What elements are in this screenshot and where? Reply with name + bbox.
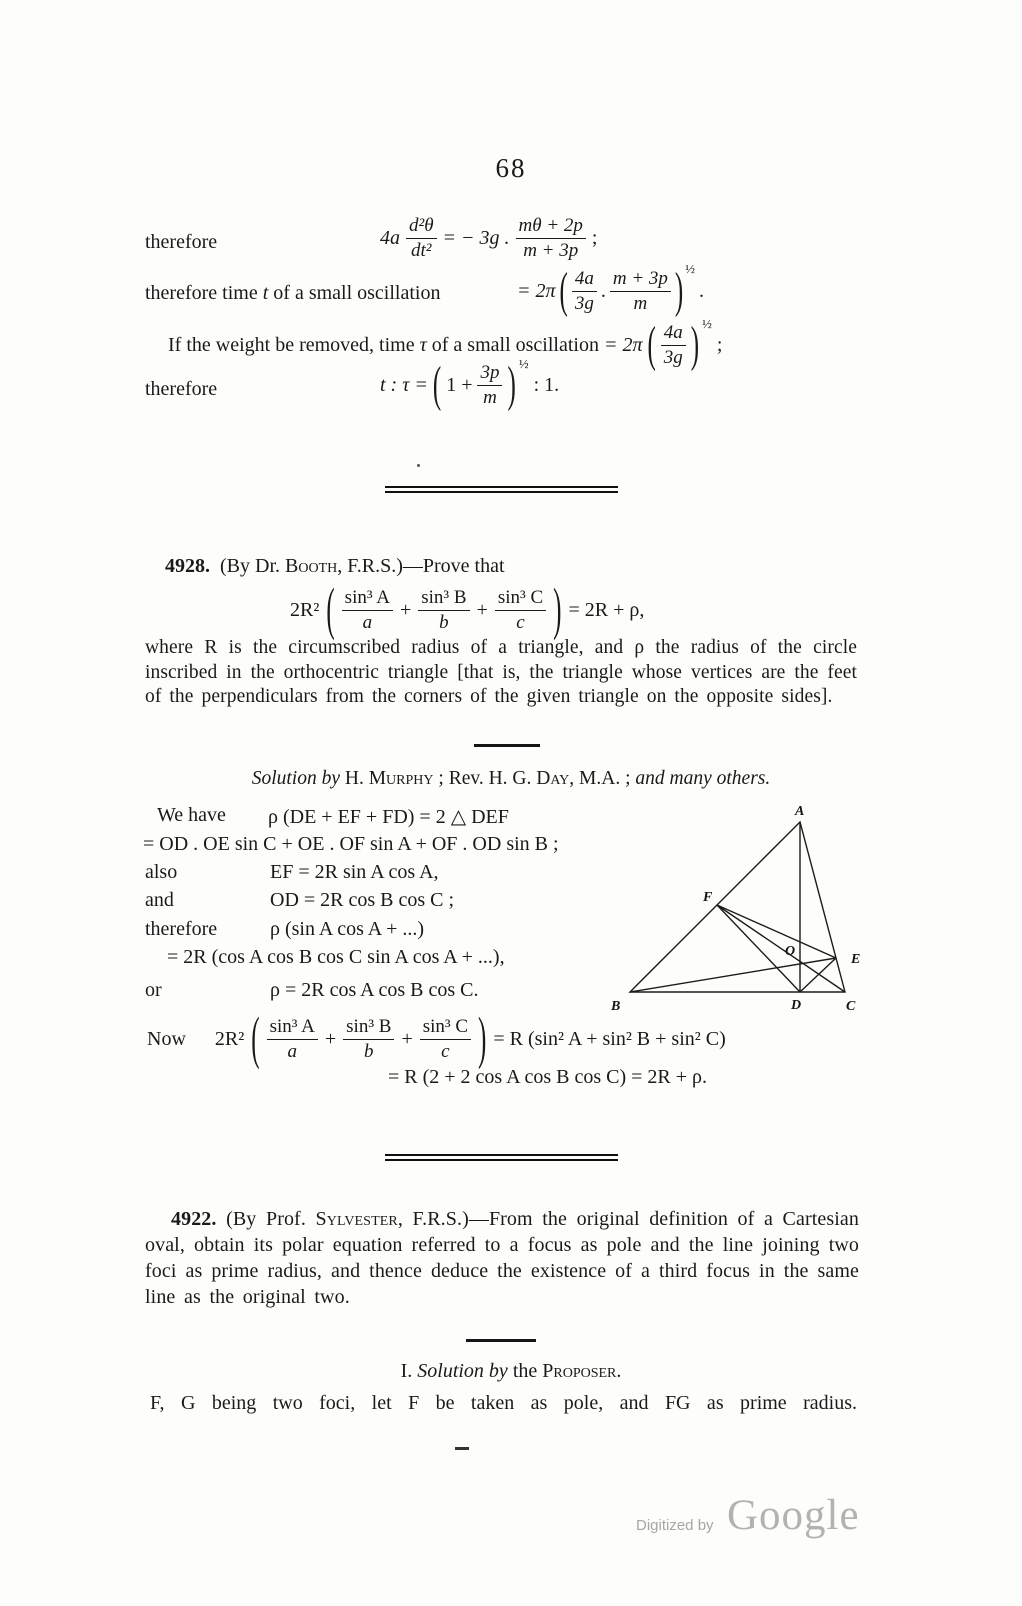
eq2-exponent: ½: [685, 261, 695, 276]
left-paren: (: [251, 1007, 260, 1071]
solution-separator-rule: [466, 1339, 536, 1342]
plus: +: [324, 1027, 337, 1050]
therefore-label-2: therefore: [145, 378, 218, 400]
eq3-end: ;: [716, 333, 723, 356]
eq1-derivative-fraction: $\frac{\text{d²θ}}{\text{dt²}}$: [406, 214, 437, 262]
solution-separator-rule: [474, 744, 540, 747]
vertex-label-B: B: [611, 999, 621, 1014]
plus: +: [401, 1027, 413, 1050]
left-paren: (: [326, 578, 335, 642]
fraction-sinB: $\frac{\text{sin³ B}}{b}$: [343, 1015, 394, 1063]
problem-4928-body: where R is the circumscribed radius of a triangle, and ρ the radius of the circle inscribed in the orthocentric triangle [that is, the triangle whose vertices are the feet of the perpendiculars from the corners of the given triangle on the opposite sides].: [145, 637, 857, 707]
solution-line-1: ρ (DE + EF + FD) = 2 △ DEF: [268, 806, 509, 828]
orthocentric-triangle-figure: [605, 795, 870, 1017]
now-rhs: = R (sin² A + sin² B + sin² C): [493, 1027, 726, 1050]
eq1-mid: = − 3g .: [442, 226, 510, 249]
foot-label-E: E: [851, 952, 861, 967]
eq2-end: .: [698, 279, 704, 302]
solution-attribution: Solution by H. Murphy ; Rev. H. G. Day, M.A. ; and many others.: [251, 768, 771, 789]
right-paren: ): [553, 578, 562, 642]
section-divider: [385, 486, 618, 493]
therefore-label-3: therefore: [145, 918, 218, 940]
orthocenter-label-O: O: [785, 944, 796, 959]
triangle-ABC: [630, 822, 845, 992]
eq-lhs: 2R²: [290, 598, 320, 621]
left-paren: (: [432, 358, 442, 412]
eq2-lhs: = 2π: [517, 279, 556, 302]
row3-tau: τ: [419, 333, 427, 356]
eq-rhs: = 2R + ρ,: [568, 598, 645, 621]
solution-line-6: = 2R (cos A cos B cos C sin A cos A + ...),: [167, 946, 505, 968]
eq1-end: ;: [591, 226, 598, 249]
right-paren: ): [478, 1007, 487, 1071]
solution-line-7: ρ = 2R cos A cos B cos C.: [270, 979, 479, 1001]
now-equation: [147, 1007, 726, 1071]
scan-speck: [417, 464, 420, 467]
scan-dash: [455, 1447, 469, 1450]
eq3-fraction: 4a 3g: [661, 321, 686, 369]
solution-line-3: EF = 2R sin A cos A,: [270, 861, 439, 883]
right-paren: ): [674, 264, 684, 318]
fraction-sinB: $\frac{\text{sin³ B}}{b}$: [418, 586, 469, 634]
eq2-fraction-1: 4a 3g: [572, 267, 597, 315]
plus: +: [476, 598, 488, 621]
solution-line-5: ρ (sin A cos A + ...): [270, 918, 425, 940]
solver-name: H. Murphy: [344, 768, 434, 789]
problem-4928-heading: 4928. (By Dr. Booth, F.R.S.)—Prove that: [165, 555, 505, 577]
left-paren: (: [647, 318, 656, 372]
eq1-coef: 4a: [380, 226, 400, 249]
eq4-fraction: $\frac{3p}{m}$: [477, 361, 502, 409]
right-paren: ): [690, 318, 700, 372]
left-paren: (: [559, 264, 568, 318]
foot-label-F: F: [703, 890, 713, 905]
page-number: 68: [495, 153, 527, 183]
foot-label-D: D: [791, 998, 802, 1013]
final-equation-line: = R (2 + 2 cos A cos B cos C) = 2R + ρ.: [388, 1066, 707, 1088]
eq3-lhs: = 2π: [603, 333, 643, 356]
or-label: or: [145, 979, 162, 1001]
proposer-name: Proposer.: [542, 1360, 622, 1382]
right-paren: ): [507, 358, 516, 412]
vertex-label-A: A: [795, 804, 805, 819]
problem-number: 4922.: [171, 1208, 217, 1230]
problem-number: 4928.: [165, 555, 210, 577]
author-name: Booth: [285, 555, 338, 577]
eq3-exponent: ½: [702, 316, 712, 331]
therefore-label-1: therefore: [145, 231, 218, 253]
triangle-diagram: [605, 795, 870, 1017]
fraction-sinC: $\frac{\text{sin³ C}}{c}$: [420, 1015, 471, 1063]
row3-text-post: of a small oscillation: [431, 333, 599, 356]
author-name: Sylvester: [315, 1208, 398, 1230]
watermark-digitized-by: Digitized by: [636, 1517, 714, 1534]
plus: +: [399, 598, 412, 621]
eq1-fraction-2: mθ + 2p m + 3p: [516, 214, 586, 262]
eq4-exponent: ½: [518, 356, 529, 371]
solver-name: Day: [536, 768, 570, 789]
row3-text-pre: If the weight be removed, time: [168, 333, 415, 356]
google-logo: Google: [727, 1492, 860, 1539]
vertex-label-C: C: [846, 999, 856, 1014]
we-have-label: We have: [157, 804, 226, 826]
solution-1-heading: I. Solution by the Proposer.: [400, 1360, 622, 1382]
problem-4922-body: 4922. (By Prof. Sylvester, F.R.S.)—From the original definition of a Cartesian oval, obtain its polar equation referred to a focus as pole and the line joining two foci as prime radius, and thence deduce the existence of a third focus in the same line as the original two.: [145, 1208, 859, 1308]
solution-line-4: OD = 2R cos B cos C ;: [270, 889, 455, 911]
orthic-side-EF: [717, 905, 836, 958]
and-label: and: [145, 889, 174, 911]
section-divider: [385, 1154, 618, 1161]
now-label: Now: [147, 1027, 186, 1050]
now-lhs: 2R²: [214, 1027, 245, 1050]
equation-row-1: [380, 213, 597, 263]
solution-1-first-line: F, G being two foci, let F be taken as pole, and FG as prime radius.: [150, 1392, 857, 1414]
eq4-inner: 1 +: [446, 373, 473, 396]
eq4-end: : 1.: [533, 373, 560, 396]
therefore-time-label: therefore time t of a small oscillation: [145, 282, 441, 304]
fraction-sinA: sin³ A a: [342, 586, 393, 634]
also-label: also: [145, 861, 178, 883]
fraction-sinA: sin³ A a: [267, 1015, 318, 1063]
equation-row-2: [517, 263, 704, 319]
fraction-sinC: $\frac{\text{sin³ C}}{c}$: [495, 586, 546, 634]
eq2-fraction-2: m + 3p m: [610, 267, 671, 315]
equation-row-4: [380, 358, 559, 412]
solution-line-2: = OD . OE sin C + OE . OF sin A + OF . OD sin B ;: [143, 833, 559, 855]
eq2-dot: .: [600, 279, 606, 302]
eq4-lhs: t : τ =: [380, 373, 428, 396]
problem-4928-equation: [290, 578, 645, 642]
